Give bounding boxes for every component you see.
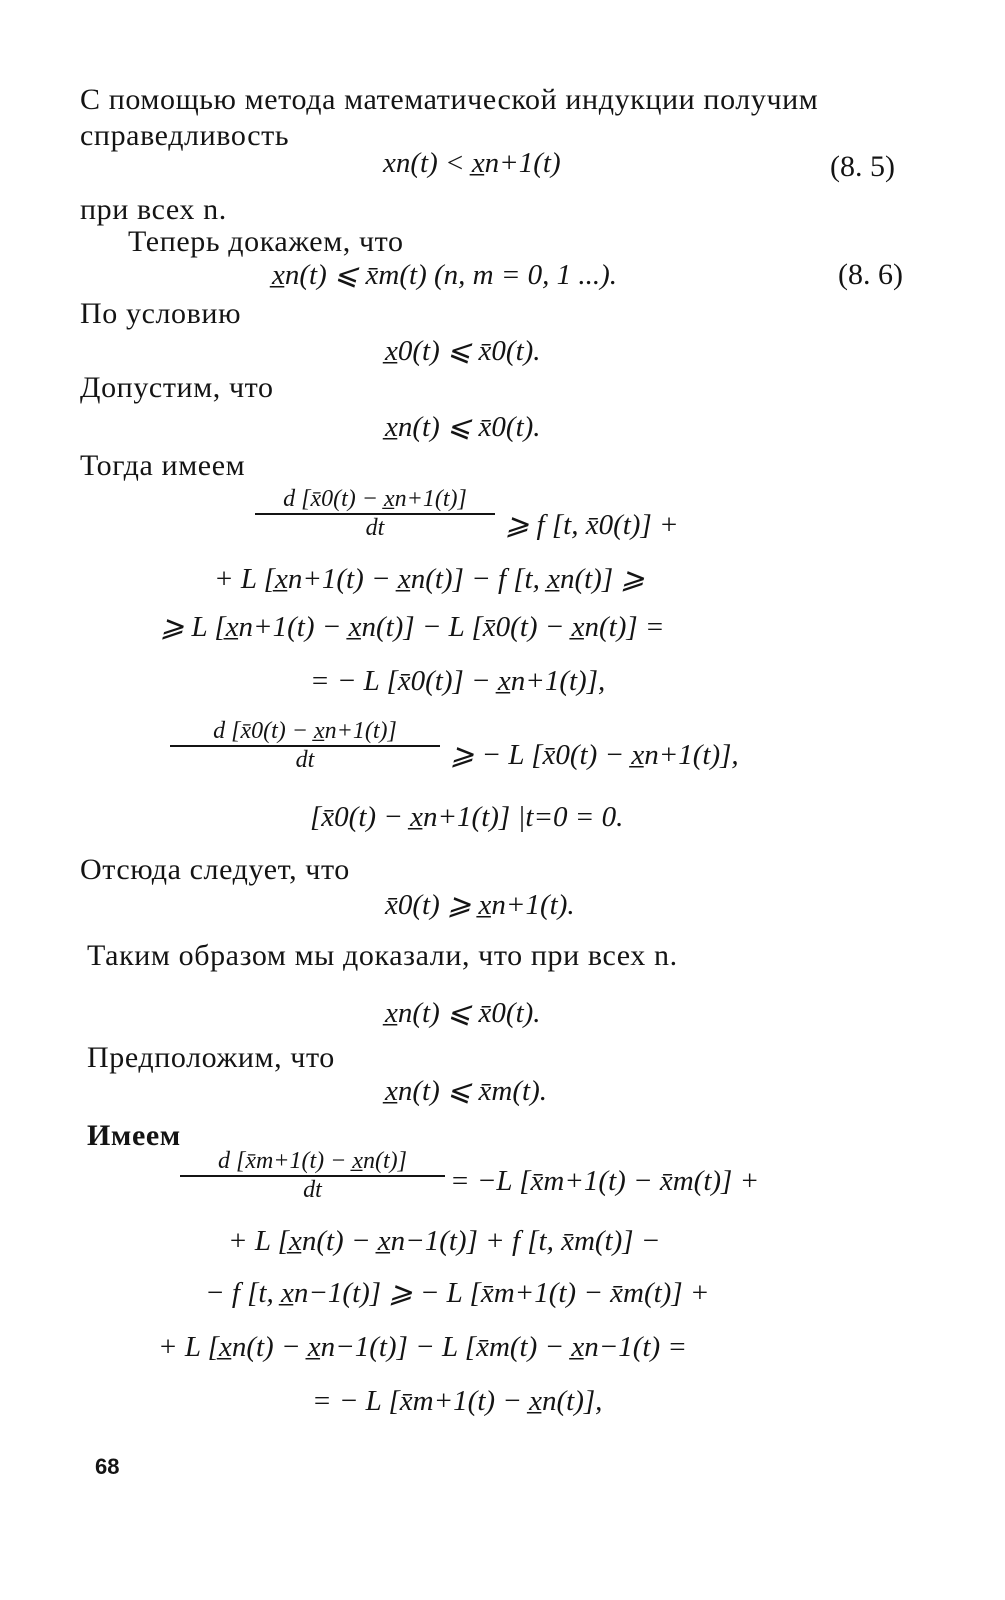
text-line-8: Отсюда следует, что (80, 853, 350, 886)
equation-line-13: x̲n(t) ⩽ x̄m(t). (385, 1075, 547, 1107)
text-line-4: Теперь докажем, что (128, 225, 404, 258)
equation-line-6: + L [x̲n+1(t) − x̲n(t)] − f [t, x̲n(t)] ⩾ (214, 563, 645, 595)
equation-line-5-rhs: ⩾ f [t, x̄0(t)] + (505, 509, 679, 541)
text-line-2: справедливость (80, 119, 290, 152)
equation-line-10: [x̄0(t) − x̲n+1(t)] |t=0 = 0. (310, 801, 624, 833)
equation-8-6: x̲n(t) ⩽ x̄m(t) (n, m = 0, 1 ...). (272, 259, 618, 291)
equation-line-11: x̄0(t) ⩾ x̲n+1(t). (385, 889, 575, 921)
equation-initial-condition: x̲0(t) ⩽ x̄0(t). (385, 335, 541, 367)
fraction-3-denominator: dt (303, 1177, 322, 1203)
fraction-3 (180, 1148, 445, 1204)
equation-line-18: = − L [x̄m+1(t) − x̲n(t)], (312, 1385, 603, 1417)
equation-number-8-5: (8. 5) (830, 150, 895, 183)
equation-assumption-1: x̲n(t) ⩽ x̄0(t). (385, 411, 541, 443)
fraction-1-numerator: d [x̄0(t) − x̲n+1(t)] (283, 486, 467, 512)
equation-8-5: xn(t) < x̲n+1(t) (383, 147, 561, 179)
equation-line-14-rhs: = −L [x̄m+1(t) − x̄m(t)] + (450, 1165, 760, 1197)
text-line-3: при всех n. (80, 193, 227, 226)
text-line-7: Тогда имеем (80, 449, 246, 482)
text-line-6: Допустим, что (80, 371, 274, 404)
text-line-5: По условию (80, 297, 242, 330)
fraction-2-denominator: dt (295, 747, 315, 773)
equation-line-16: − f [t, x̲n−1(t)] ⩾ − L [x̄m+1(t) − x̄m(t)] + (205, 1277, 710, 1309)
equation-line-7: ⩾ L [x̲n+1(t) − x̲n(t)] − L [x̄0(t) − x̲n(t)] = (160, 611, 665, 643)
equation-line-8: = − L [x̄0(t)] − x̲n+1(t)], (310, 665, 606, 697)
page-number: 68 (95, 1454, 120, 1479)
equation-line-17: + L [x̲n(t) − x̲n−1(t)] − L [x̄m(t) − x̲n−1(t) = (158, 1331, 687, 1363)
fraction-3-numerator: d [x̄m+1(t) − x̲n(t)] (217, 1148, 407, 1174)
text-line-11: Имеем (87, 1119, 181, 1152)
equation-number-8-6: (8. 6) (838, 258, 903, 291)
text-line-9: Таким образом мы доказали, что при всех n. (87, 939, 678, 972)
fraction-1 (255, 486, 495, 542)
fraction-1-denominator: dt (365, 515, 385, 541)
equation-line-9-rhs: ⩾ − L [x̄0(t) − x̲n+1(t)], (450, 739, 739, 771)
fraction-2 (170, 718, 440, 774)
text-line-1: С помощью метода математической индукции получим (80, 83, 819, 116)
equation-line-12: x̲n(t) ⩽ x̄0(t). (385, 997, 541, 1029)
fraction-2-numerator: d [x̄0(t) − x̲n+1(t)] (213, 718, 397, 744)
text-line-10: Предположим, что (87, 1041, 335, 1074)
equation-line-15: + L [x̲n(t) − x̲n−1(t)] + f [t, x̄m(t)] − (228, 1225, 661, 1257)
